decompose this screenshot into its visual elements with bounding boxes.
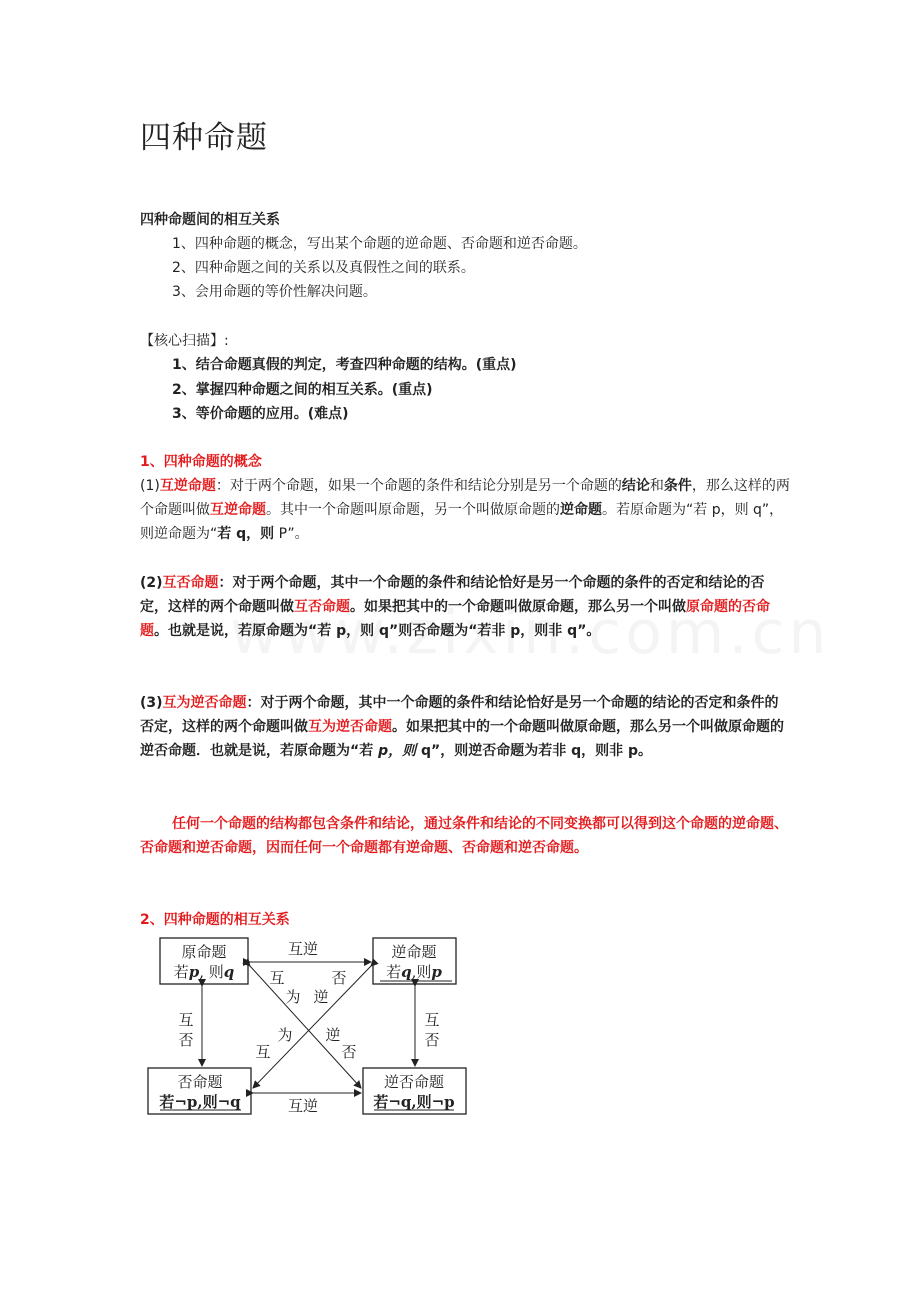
box-contrapositive-title: 逆否命题 — [383, 1073, 445, 1091]
p2-num: (2) — [140, 575, 163, 591]
note-text: 任何一个命题的结构都包含条件和结论，通过条件和结论的不同变换都可以得到这个命题的逆命题、否命题和逆否命题，因而任何一个命题都有逆命题、否命题和逆否命题。 — [140, 816, 788, 856]
box-converse-title: 逆命题 — [391, 943, 437, 961]
label-right-1: 互 — [424, 1011, 440, 1029]
p1-bold-3: 条件 — [663, 478, 692, 494]
p1-text-d: 。其中一个命题叫原命题，另一个叫做原命题的 — [266, 502, 560, 518]
box-converse-mid: ,则 — [411, 963, 432, 981]
box-inverse-text: 若¬p,则¬q — [159, 1093, 241, 1111]
p3-num: (3) — [140, 695, 163, 711]
box-contrapositive-text: 若¬q,则¬p — [373, 1093, 455, 1111]
label-cross-top-left-2: 为 — [285, 988, 301, 1006]
p2-text-c: 。也就是说，若原命题为“若 p，则 q”则否命题为“若非 — [154, 623, 506, 639]
page-title: 四种命题 — [140, 120, 268, 156]
p3-text-d: q”，则逆否命题为若非 — [416, 743, 567, 759]
p3-text-c: p，则 — [373, 743, 417, 759]
box-original-p: p — [188, 963, 200, 981]
p2-text-a: ：对于两个命题，其中一个命题的条件和结论恰好是另一个命题的条件的否定和结论的否定，这样的两个命题叫做 — [140, 575, 765, 615]
label-top: 互逆 — [287, 940, 319, 958]
label-cross-bottom-right-2: 否 — [341, 1043, 357, 1061]
p2-term-3: 原命题的否命题 — [140, 599, 770, 639]
box-original-prefix: 若 — [173, 963, 189, 981]
label-cross-top-right-2: 逆 — [313, 988, 329, 1006]
label-right-2: 否 — [424, 1031, 440, 1049]
box-converse-p: p — [431, 963, 442, 981]
box-original-text — [174, 963, 235, 981]
core-scan-item-1: 1、结合命题真假的判定，考查四种命题的结构。(重点) — [172, 357, 517, 373]
p1-text-f: P”。 — [274, 526, 309, 542]
p2-term-2: 互否命题 — [294, 599, 350, 615]
core-scan-item-2: 2、掌握四种命题之间的相互关系。(重点) — [172, 382, 433, 398]
box-original-mid: , 则 — [199, 963, 224, 981]
p1-text-b2: 和 — [649, 478, 664, 494]
p1-text-e: 。若原命题为“若 p，则 q”，则逆命题为“ — [140, 502, 784, 542]
box-converse-text — [386, 963, 442, 981]
box-converse-prefix: 若 — [386, 963, 402, 981]
paragraph-contrapositive — [140, 691, 790, 763]
box-inverse-title: 否命题 — [177, 1073, 223, 1091]
label-bottom: 互逆 — [287, 1097, 319, 1115]
section1-heading: 1、四种命题的概念 — [140, 454, 262, 470]
core-scan-label: 【核心扫描】: — [140, 333, 229, 349]
box-original-title: 原命题 — [181, 943, 227, 961]
p3-text-e: q，则非 p。 — [566, 743, 653, 759]
p1-term-2: 互逆命题 — [210, 502, 266, 518]
label-cross-top-right-1: 否 — [331, 969, 347, 987]
objective-3: 3、会用命题的等价性解决问题。 — [172, 284, 377, 300]
paragraph-inverse — [140, 571, 790, 643]
p3-text-b: 。如果把其中的一个命题叫做原命题，那么另一个叫做原命题的逆否命题．也就是说，若原命题为“若 — [140, 719, 784, 759]
box-original-q: q — [223, 963, 235, 981]
section2-heading: 2、四种命题的相互关系 — [140, 912, 290, 928]
four-propositions-diagram — [140, 930, 480, 1120]
p1-bold-5: 若 q，则 — [217, 526, 275, 542]
p1-bold-4: 逆命题 — [560, 502, 602, 518]
p1-bold-1: 结论 — [621, 478, 650, 494]
label-left-2: 否 — [178, 1031, 194, 1049]
relations-heading: 四种命题间的相互关系 — [140, 212, 280, 228]
label-left-1: 互 — [178, 1011, 194, 1029]
p3-text-a: ：对于两个命题，其中一个命题的条件和结论恰好是另一个命题的结论的否定和条件的否定，这样的两个命题叫做 — [140, 695, 779, 735]
label-cross-bottom-right-1: 逆 — [325, 1026, 341, 1044]
note-paragraph — [140, 812, 790, 860]
label-cross-bottom-left-1: 为 — [277, 1026, 293, 1044]
p2-term: 互否命题 — [162, 575, 219, 591]
objective-2: 2、四种命题之间的关系以及真假性之间的联系。 — [172, 260, 475, 276]
p1-num: (1) — [140, 478, 160, 494]
core-scan-item-3: 3、等价命题的应用。(难点) — [172, 406, 349, 422]
p2-text-b: 。如果把其中的一个命题叫做原命题，那么另一个叫做 — [350, 599, 686, 615]
paragraph-converse — [140, 474, 790, 546]
p3-term: 互为逆否命题 — [162, 695, 247, 711]
p1-text-a: ：对于两个命题，如果一个命题的条件和结论分别是另一个命题的 — [215, 478, 622, 494]
label-cross-bottom-left-2: 互 — [255, 1043, 271, 1061]
p3-term-2: 互为逆否命题 — [308, 719, 392, 735]
p1-term: 互逆命题 — [159, 478, 216, 494]
p2-text-d: p，则非 q”。 — [505, 623, 601, 639]
objective-1: 1、四种命题的概念，写出某个命题的逆命题、否命题和逆否命题。 — [172, 236, 587, 252]
box-converse-q: q — [401, 963, 412, 981]
p1-text-c: ，那么这样的两个命题叫做 — [140, 478, 790, 518]
label-cross-top-left-1: 互 — [269, 969, 285, 987]
